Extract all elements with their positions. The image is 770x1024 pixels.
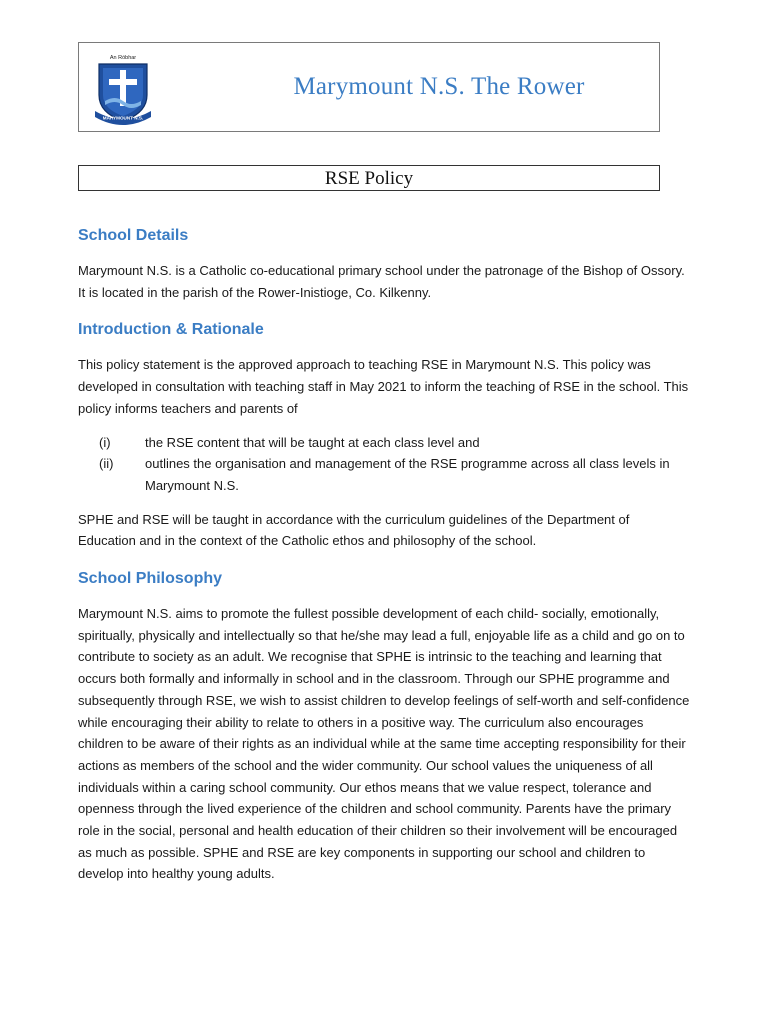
crest-top-text: An Róbhar: [109, 55, 137, 61]
list-item-text: outlines the organisation and management of the RSE programme across all class levels in Marymount N.S.: [145, 456, 670, 493]
letterhead: [78, 42, 660, 132]
school-crest-logo: [91, 51, 155, 127]
list-item-number: (i): [99, 434, 111, 450]
heading-school-details: School Details: [78, 227, 189, 244]
list-item: [78, 453, 690, 496]
crest-bottom-text: MARYMOUNT N.S.: [102, 115, 144, 121]
list-item: [78, 432, 690, 454]
school-name: Marymount N.S. The Rower: [293, 73, 585, 100]
heading-school-philosophy: School Philosophy: [78, 570, 223, 588]
document-body: [78, 222, 690, 885]
philosophy-paragraph: Marymount N.S. aims to promote the fullest possible development of each child- socially, emotionally, spiritually, physically and intellectually so that he/she may lead a full, enjoyable life as a child and go on to contribute to society as an adult. We recognise that SPHE is intrinsic to the teaching and learning that occurs both formally and informally in school and in the classroom. Through our SPHE programme and subsequently through RSE, we wish to assist children to develop feelings of self-worth and self-confidence while encouraging their ability to relate to others in a positive way. The curriculum also encourages children to be aware of their rights as an individual while at the same time accepting responsibility for their actions as members of the school and the wider community. Our school values the uniqueness of all individuals within a caring school community. Our ethos means that we value respect, tolerance and openness through the lived experience of the children and school community. Parents have the primary role in the social, personal and health education of their children so their involvement will be encouraged as much as possible. SPHE and RSE are key components in supporting our school and children to develop into healthy young adults.: [78, 606, 690, 882]
document-title: RSE Policy: [78, 165, 660, 191]
heading-introduction: Introduction & Rationale: [78, 321, 264, 339]
introduction-paragraph: This policy statement is the approved approach to teaching RSE in Marymount N.S. This policy was developed in consultation with teaching staff in May 2021 to inform the teaching of RSE in the school. This policy informs teachers and parents of: [78, 357, 689, 416]
content-list: [78, 432, 690, 497]
list-item-number: (ii): [99, 456, 114, 472]
school-details-paragraph: Marymount N.S. is a Catholic co-educational primary school under the patronage of the Bishop of Ossory. It is located in the parish of the Rower-Inistioge, Co. Kilkenny.: [78, 263, 685, 300]
curriculum-paragraph: SPHE and RSE will be taught in accordance with the curriculum guidelines of the Department of Education and in the context of the Catholic ethos and philosophy of the school.: [78, 511, 630, 549]
list-item-text: the RSE content that will be taught at each class level and: [145, 434, 480, 450]
